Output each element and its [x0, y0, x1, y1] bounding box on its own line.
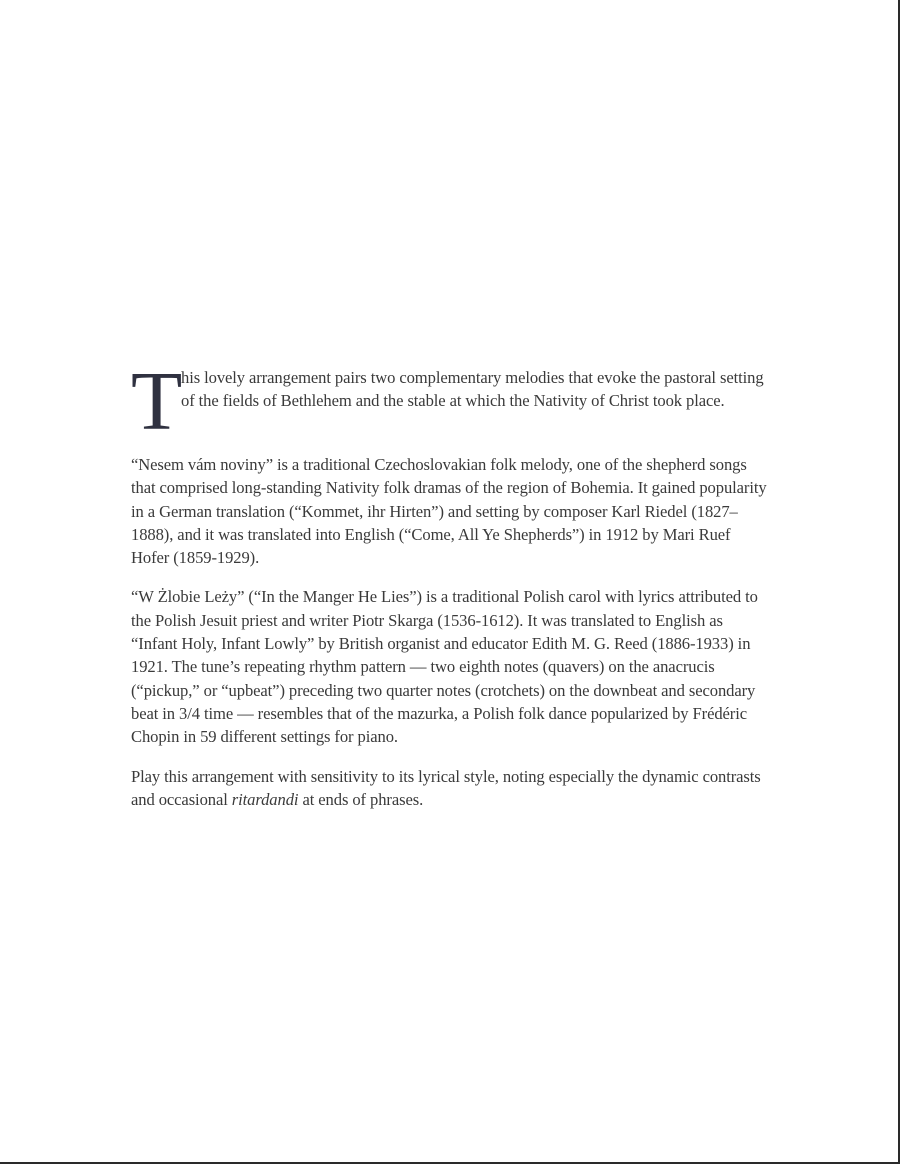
nesem-vam-noviny-paragraph: “Nesem vám noviny” is a traditional Czechoslovakian folk melody, one of the shepherd songs that comprised long-standing Nativity folk dramas of the region of Bohemia. It gained popularity in a German translation (“Kommet, ihr Hirten”) and setting by composer Karl Riedel (1827–1888), and it was translated into English (“Come, All Ye Shepherds”) in 1912 by Mari Ruef Hofer (1859-1929). — [131, 455, 767, 568]
article-body — [131, 355, 771, 827]
intro-text: his lovely arrangement pairs two complementary melodies that evoke the pastoral setting of the fields of Bethlehem and the stable at which the Nativity of Christ took place. — [181, 368, 764, 411]
performance-note-text-end: at ends of phrases. — [298, 789, 424, 809]
drop-cap: T — [131, 355, 183, 448]
performance-note-paragraph — [131, 765, 771, 812]
ritardandi-term: ritardandi — [231, 789, 299, 809]
performance-note-text-start: Play this arrangement with sensitivity to its lyrical style, noting especially the dynamic contrasts and occasional — [131, 766, 761, 809]
w-zlobie-lezy-paragraph: “W Żlobie Leży” (“In the Manger He Lies”) is a traditional Polish carol with lyrics attributed to the Polish Jesuit priest and writer Piotr Skarga (1536-1612). It was translated to English as “Infant Holy, Infant Lowly” by British organist and educator Edith M. G. Reed (1886-1933) in 1921. The tune’s repeating rhythm pattern — two eighth notes (quavers) on the anacrucis (“pickup,” or “upbeat”) preceding two quarter notes (crotchets) on the downbeat and secondary beat in 3/4 time — resembles that of the mazurka, a Polish folk dance popularized by Frédéric Chopin in 59 different settings for piano. — [131, 587, 758, 747]
intro-paragraph — [131, 355, 771, 448]
